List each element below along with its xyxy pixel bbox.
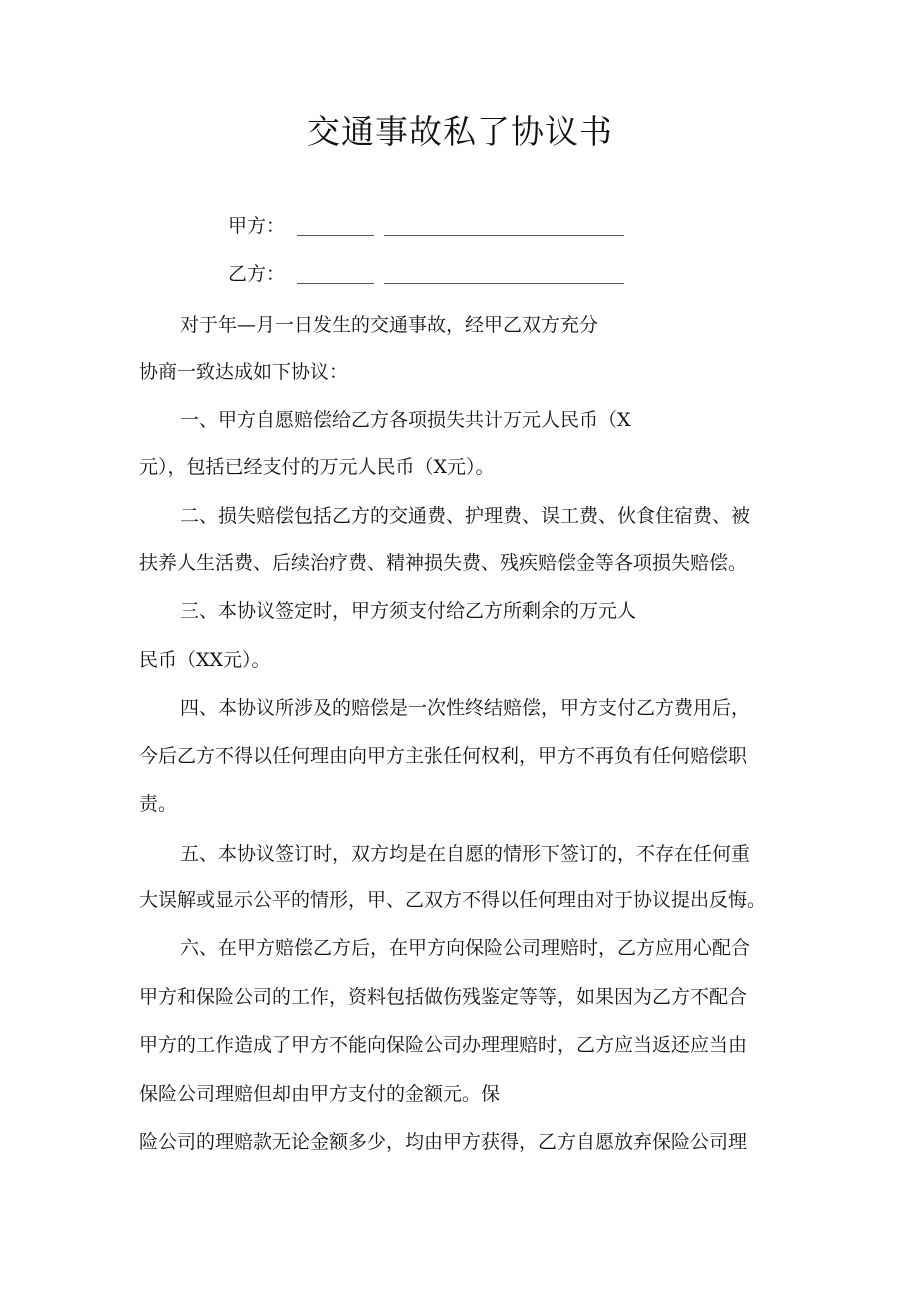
clause-1-line: 一、甲方自愿赔偿给乙方各项损失共计万元人民币（X [180,409,631,431]
clause-4-line: 今后乙方不得以任何理由向甲方主张任何权利，甲方不再负有任何赔偿职 [139,745,748,767]
party-a-blank-short [297,235,374,236]
clause-2-line: 扶养人生活费、后续治疗费、精神损失费、残疾赔偿金等各项损失赔偿。 [139,552,748,574]
party-b-blank-short [297,283,374,284]
clause-6-line: 保险公司理赔但却由甲方支付的金额元。保 [139,1083,501,1105]
document-title: 交通事故私了协议书 [307,112,613,151]
clause-1-line: 元），包括已经支付的万元人民币（X元）。 [139,456,495,478]
party-b-blank-long [384,283,624,284]
party-a-blank-long [384,235,624,236]
paragraph-line: 对于年—月一日发生的交通事故，经甲乙双方充分 [180,314,599,336]
clause-2-line: 二、损失赔偿包括乙方的交通费、护理费、误工费、伙食住宿费、被 [180,505,751,527]
clause-6-line: 六、在甲方赔偿乙方后，在甲方向保险公司理赔时，乙方应用心配合 [180,937,751,959]
clause-3-line: 民币（XX元）。 [139,649,271,671]
party-a-row [228,212,296,240]
clause-4-line: 四、本协议所涉及的赔偿是一次性终结赔偿，甲方支付乙方费用后， [180,697,751,719]
party-a-label: 甲方： [228,215,286,237]
party-b-label: 乙方： [228,263,286,285]
clause-6-line: 甲方和保险公司的工作，资料包括做伤残鉴定等等，如果因为乙方不配合 [139,986,748,1008]
clause-5-line: 大误解或显示公平的情形，甲、乙双方不得以任何理由对于协议提出反悔。 [139,889,767,911]
clause-5-line: 五、本协议签订时，双方均是在自愿的情形下签订的，不存在任何重 [180,843,751,865]
clause-6-line: 险公司的理赔款无论金额多少，均由甲方获得，乙方自愿放弃保险公司理 [139,1131,748,1153]
clause-6-line: 甲方的工作造成了甲方不能向保险公司办理理赔时，乙方应当返还应当由 [139,1034,748,1056]
party-b-row [228,260,296,288]
paragraph-line: 协商一致达成如下协议： [139,361,349,383]
clause-4-line: 责。 [139,793,178,815]
clause-3-line: 三、本协议签定时，甲方须支付给乙方所剩余的万元人 [180,600,637,622]
